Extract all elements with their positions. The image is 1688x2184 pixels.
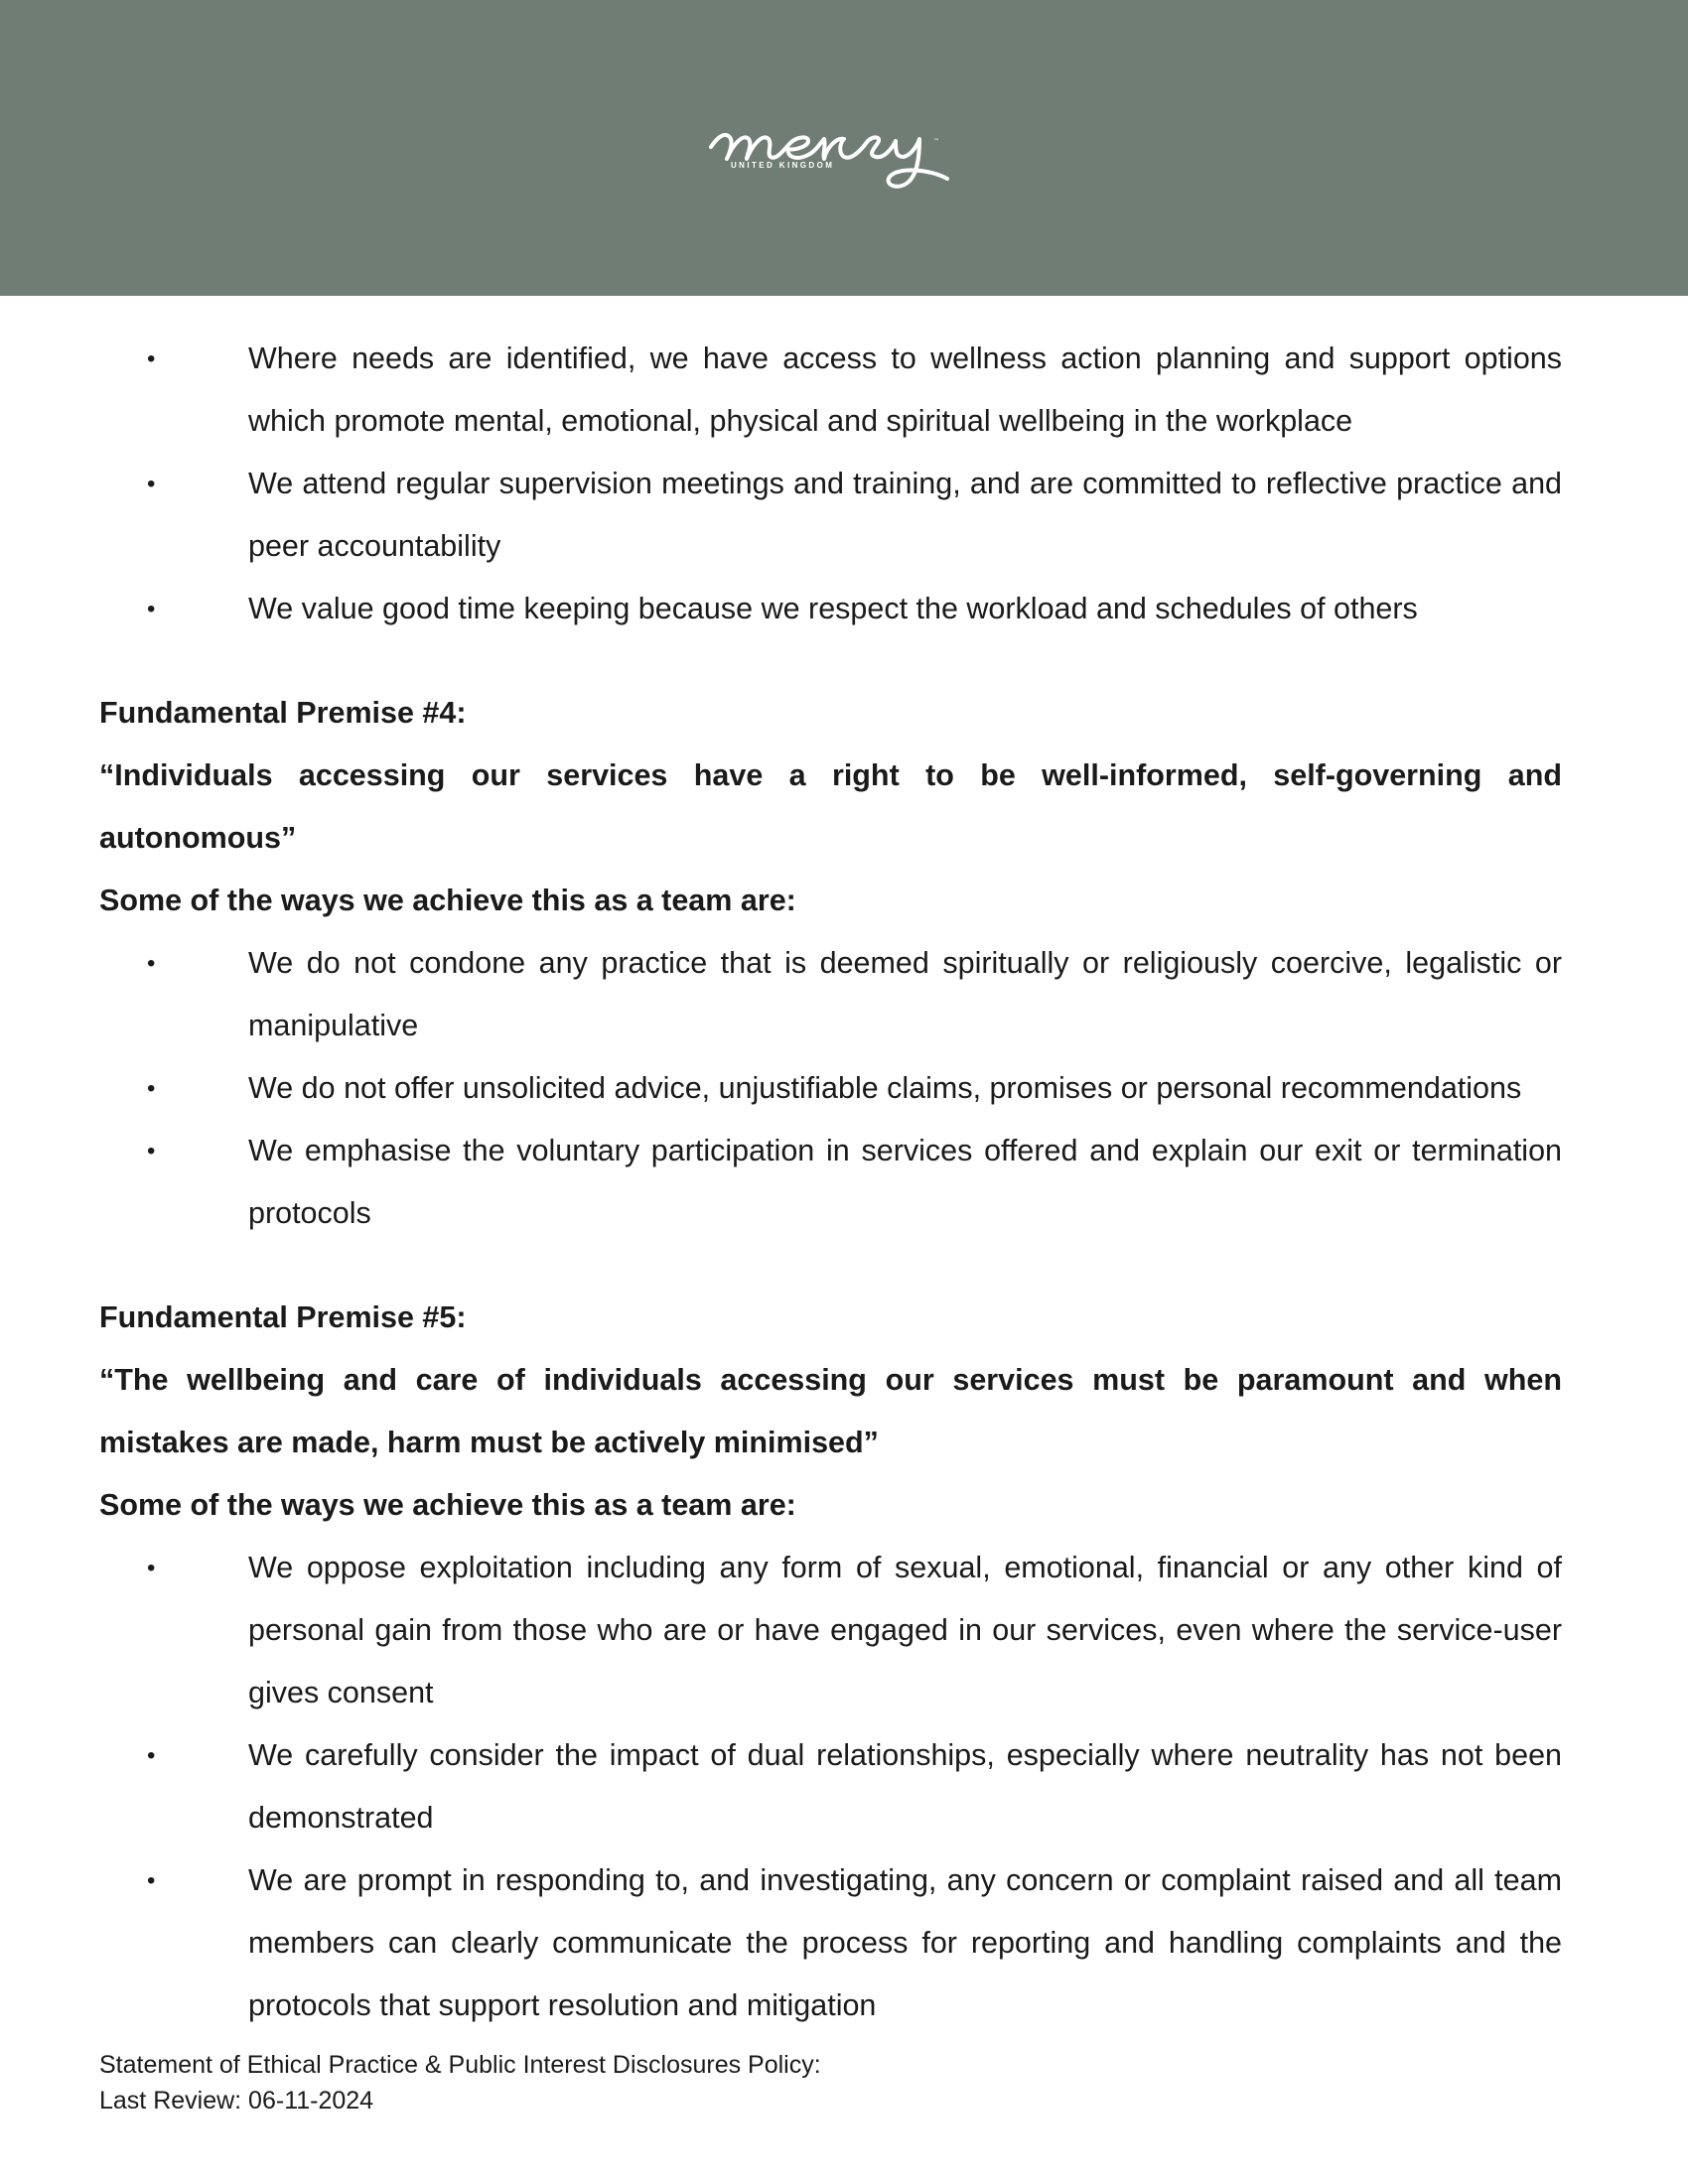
document-body (99, 328, 1562, 2037)
mercy-logo-icon (705, 109, 963, 199)
premise-4-bullet-list (99, 932, 1562, 1245)
list-item: • We attend regular supervision meetings and training, and are committed to reflective practice and peer accountability (99, 453, 1562, 578)
logo-subtitle: UNITED KINGDOM (731, 161, 835, 170)
spacer (99, 1245, 1562, 1287)
list-item: • We do not offer unsolicited advice, unjustifiable claims, promises or personal recommendations (99, 1057, 1562, 1120)
list-item: • Where needs are identified, we have access to wellness action planning and support options which promote mental, emotional, physical and spiritual wellbeing in the workplace (99, 328, 1562, 453)
premise-5-heading: Fundamental Premise #5: (99, 1300, 467, 1334)
premise-5-quote: “The wellbeing and care of individuals accessing our services must be paramount and when mistakes are made, harm must be actively minimised” (99, 1363, 1562, 1459)
list-item: • We oppose exploitation including any form of sexual, emotional, financial or any other kind of personal gain from those who are or have engaged in our services, even where the service-user gives consent (99, 1537, 1562, 1724)
premise-4-heading: Fundamental Premise #4: (99, 696, 467, 730)
list-item: • We are prompt in responding to, and investigating, any concern or complaint raised and all team members can clearly communicate the process for reporting and handling complaints and the protocols that support resolution and mitigation (99, 1849, 1562, 2037)
premise-4-subheading: Some of the ways we achieve this as a team are: (99, 884, 796, 917)
page-header (0, 0, 1688, 296)
footer-last-review: Last Review: 06-11-2024 (99, 2087, 374, 2115)
list-item: • We do not condone any practice that is deemed spiritually or religiously coercive, legalistic or manipulative (99, 932, 1562, 1057)
premise-5-subheading: Some of the ways we achieve this as a team are: (99, 1488, 796, 1522)
page-footer (99, 2047, 1092, 2118)
premise-5-bullet-list (99, 1537, 1562, 2037)
premise-4-quote: “Individuals accessing our services have a right to be well-informed, self-governing and autonomous” (99, 758, 1562, 855)
mercy-logo (705, 109, 963, 199)
list-item: • We carefully consider the impact of dual relationships, especially where neutrality has not been demonstrated (99, 1724, 1562, 1849)
list-item: • We value good time keeping because we respect the workload and schedules of others (99, 578, 1562, 640)
footer-policy-title: Statement of Ethical Practice & Public Interest Disclosures Policy: (99, 2051, 821, 2079)
svg-text:™: ™ (933, 138, 939, 145)
spacer (99, 640, 1562, 682)
list-item: • We emphasise the voluntary participation in services offered and explain our exit or termination protocols (99, 1120, 1562, 1245)
intro-bullet-list (99, 328, 1562, 640)
